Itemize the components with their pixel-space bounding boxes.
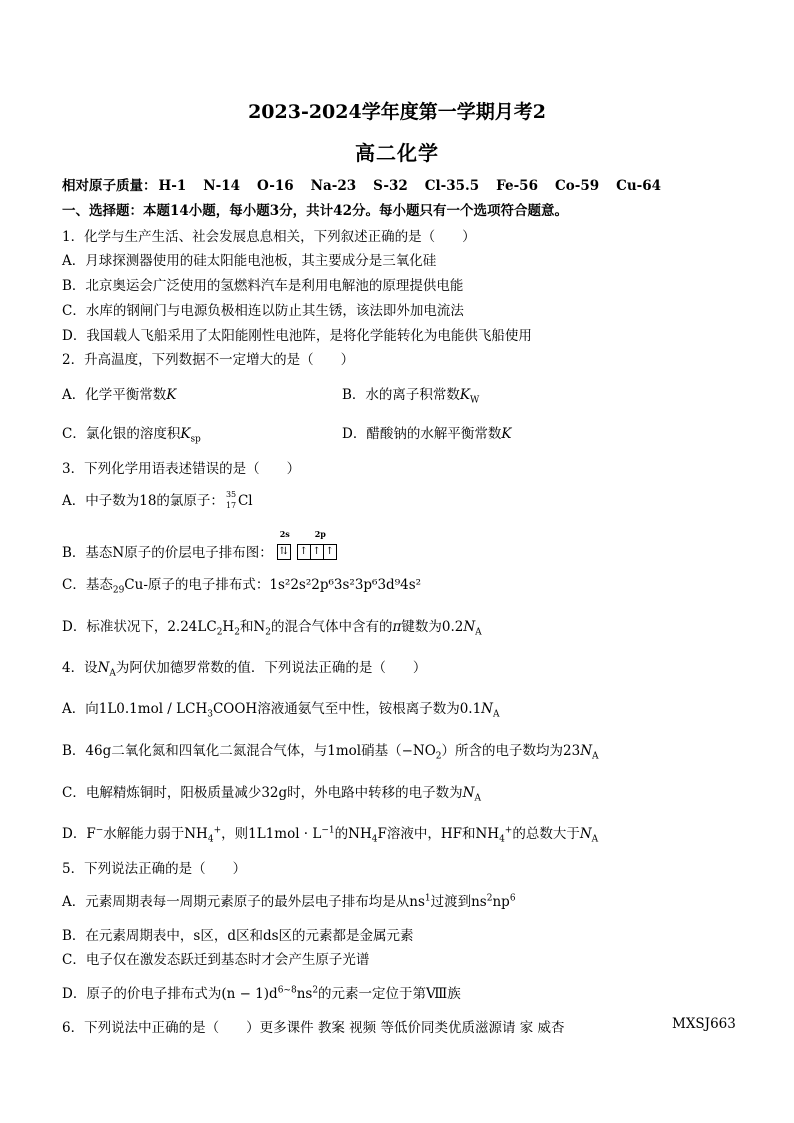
q5-d-sup: 6~8 bbox=[277, 985, 297, 996]
q2-option-a bbox=[62, 383, 176, 403]
orbital-box-2p: ↑ bbox=[311, 545, 324, 559]
nuclide-notation bbox=[224, 489, 238, 512]
q2-b-text: B．水的离子积常数 bbox=[342, 387, 460, 403]
avogadro-symbol: N bbox=[97, 660, 110, 676]
nuclide-mass: 35 bbox=[225, 489, 237, 499]
q5-stem: 5．下列说法正确的是（ ） bbox=[62, 861, 247, 877]
q3-d-text: 和N bbox=[239, 619, 266, 635]
q4-option-d bbox=[62, 822, 598, 845]
q5-a-sup: 6 bbox=[509, 893, 516, 904]
q2-b-symbol: K bbox=[459, 387, 471, 403]
orbital-diagram bbox=[277, 529, 337, 560]
q2-d-text: D．醋酸钠的水解平衡常数 bbox=[342, 426, 502, 442]
exam-title: 2023-2024学年度第一学期月考2 bbox=[248, 101, 546, 123]
q2-c-subscript: sp bbox=[190, 434, 201, 445]
q4-d-text: ，则1L1mol · L bbox=[221, 826, 322, 842]
q5-a-text: 过渡到ns bbox=[430, 894, 487, 910]
q5-a-sup: 1 bbox=[424, 893, 431, 904]
q3-stem: 3．下列化学用语表述错误的是（ ） bbox=[62, 461, 301, 477]
avogadro-sub: A bbox=[109, 668, 116, 679]
subject-title: 高二化学 bbox=[355, 141, 439, 165]
mass-item: Cl-35.5 bbox=[424, 178, 480, 194]
avogadro-symbol: N bbox=[463, 619, 476, 635]
q4-a-sub: 3 bbox=[207, 709, 213, 720]
q4-d-text: F溶液中，HF和NH bbox=[377, 826, 500, 842]
q3-d-text: D．标准状况下，2.24LC bbox=[62, 619, 217, 635]
q3-d-sub: 2 bbox=[234, 627, 240, 638]
q5-d-text: 的元素一定位于第Ⅷ族 bbox=[318, 986, 461, 1002]
watermark-code: MXSJ663 bbox=[672, 1016, 736, 1032]
orbital-box-2p: ↑ bbox=[298, 545, 311, 559]
q3-a-text: A．中子数为18的氯原子： bbox=[62, 493, 224, 509]
q3-d-sub: 2 bbox=[265, 627, 271, 638]
q1-option-c: C．水库的钢闸门与电源负极相连以防止其生锈，该法即外加电流法 bbox=[62, 303, 464, 319]
mass-item: N-14 bbox=[203, 178, 240, 194]
pi-symbol: π bbox=[392, 619, 402, 635]
avogadro-symbol: N bbox=[481, 701, 493, 717]
q5-d-sup: 2 bbox=[312, 985, 319, 996]
q4-d-text: 的总数大于 bbox=[512, 826, 580, 842]
q4-stem-text: 4．设 bbox=[62, 660, 98, 676]
q4-d-sup: −1 bbox=[321, 825, 335, 836]
nuclide-element: Cl bbox=[237, 493, 253, 509]
nuclide-z: 17 bbox=[225, 500, 237, 510]
q5-a-text: A．元素周期表每一周期元素原子的最外层电子排布均是从ns bbox=[62, 894, 425, 910]
mass-item: Fe-56 bbox=[496, 178, 538, 194]
avogadro-sub: A bbox=[592, 751, 599, 762]
q3-d-text: 的混合气体中含有的 bbox=[270, 619, 393, 635]
mass-item: Cu-64 bbox=[616, 178, 662, 194]
atomic-mass-line bbox=[62, 174, 678, 194]
q4-d-text: 水解能力弱于NH bbox=[103, 826, 208, 842]
q4-a-text: A．向1L0.1mol / LCH bbox=[62, 701, 208, 717]
q3-c-mid: -原子的电子排布式： bbox=[143, 577, 270, 593]
avogadro-sub: A bbox=[475, 627, 482, 638]
avogadro-symbol: N bbox=[580, 743, 593, 759]
mass-item: H-1 bbox=[158, 178, 187, 194]
q4-option-c bbox=[62, 781, 481, 804]
q3-d-text: 键数为0.2 bbox=[401, 619, 464, 635]
q5-option-d bbox=[62, 982, 461, 1002]
q3-option-a bbox=[62, 489, 253, 512]
q3-d-text: H bbox=[222, 619, 235, 635]
q3-option-b bbox=[62, 529, 337, 561]
avogadro-sub: A bbox=[591, 834, 599, 845]
q1-option-b: B．北京奥运会广泛使用的氢燃料汽车是利用电解池的原理提供电能 bbox=[62, 278, 464, 294]
q4-b-text: ）所含的电子数均为23 bbox=[441, 743, 581, 759]
q2-option-b bbox=[342, 383, 479, 406]
q2-option-c bbox=[62, 422, 201, 445]
orbital-box-2s: ⇅ bbox=[279, 546, 288, 557]
q5-option-c: C．电子仅在激发态跃迁到基态时才会产生原子光谱 bbox=[62, 952, 370, 968]
q5-a-text: np bbox=[492, 894, 510, 910]
q3-c-text: C．基态 bbox=[62, 577, 113, 593]
q6-stem: 6．下列说法中正确的是（ ）更多课件 教案 视频 等低价同类优质滋源请 家 威杏 bbox=[62, 1020, 565, 1036]
q4-stem-text: 为阿伏加德罗常数的值．下列说法正确的是（ ） bbox=[115, 660, 427, 676]
q4-b-sub: 2 bbox=[435, 751, 442, 762]
avogadro-sub: A bbox=[474, 793, 481, 804]
q4-d-sup: + bbox=[504, 825, 513, 836]
q1-option-a: A．月球探测器使用的硅太阳能电池板，其主要成分是三氧化硅 bbox=[62, 253, 437, 269]
q4-b-text: B．46g二氧化氮和四氧化二氮混合气体，与1mol硝基（−NO bbox=[62, 743, 436, 759]
avogadro-symbol: N bbox=[579, 826, 592, 842]
q2-stem: 2．升高温度，下列数据不一定增大的是（ ） bbox=[62, 352, 355, 368]
mass-item: O-16 bbox=[257, 178, 294, 194]
q5-option-a bbox=[62, 890, 516, 910]
q4-d-sup: + bbox=[213, 825, 222, 836]
q3-c-z: 29 bbox=[112, 585, 125, 596]
atomic-mass-label: 相对原子质量： bbox=[62, 178, 157, 194]
mass-item: Na-23 bbox=[310, 178, 357, 194]
q2-c-text: C．氯化银的溶度积 bbox=[62, 426, 181, 442]
q3-option-c bbox=[62, 573, 421, 596]
q4-c-text: C．电解精炼铜时，阳极质量减少32g时，外电路中转移的电子数为 bbox=[62, 785, 463, 801]
orbital-label-2s: 2s bbox=[279, 529, 290, 539]
orbital-label-2p: 2p bbox=[314, 529, 326, 539]
q4-d-sub: 4 bbox=[371, 834, 378, 845]
q4-d-text: D．F bbox=[62, 826, 96, 842]
q4-a-text: COOH溶液通氨气至中性，铵根离子数为0.1 bbox=[212, 701, 482, 717]
mass-item: Co-59 bbox=[554, 178, 600, 194]
q2-d-symbol: K bbox=[501, 426, 512, 442]
q3-c-config: 1s²2s²2p⁶3s²3p⁶3d⁹4s² bbox=[269, 577, 422, 593]
q5-a-sup: 2 bbox=[486, 893, 493, 904]
q3-c-element: Cu bbox=[124, 577, 144, 593]
q2-a-text: A．化学平衡常数 bbox=[62, 387, 167, 403]
q2-b-subscript: W bbox=[470, 395, 480, 406]
avogadro-sub: A bbox=[492, 709, 500, 720]
q3-b-text: B．基态N原子的价层电子排布图： bbox=[62, 545, 273, 561]
q5-d-text: ns bbox=[296, 986, 313, 1002]
q4-d-sub: 4 bbox=[207, 834, 214, 845]
q4-d-sub: 4 bbox=[499, 834, 505, 845]
q4-d-sup: − bbox=[95, 825, 104, 836]
q1-option-d: D．我国载人飞船采用了太阳能刚性电池阵，是将化学能转化为电能供飞船使用 bbox=[62, 328, 532, 344]
avogadro-symbol: N bbox=[462, 785, 475, 801]
q1-stem: 1．化学与生产生活、社会发展息息相关，下列叙述正确的是（ ） bbox=[62, 229, 476, 245]
q2-a-symbol: K bbox=[166, 387, 177, 403]
q3-d-sub: 2 bbox=[216, 627, 223, 638]
q2-option-d bbox=[342, 422, 511, 442]
q5-option-b: B．在元素周期表中，s区，d区和ds区的元素都是金属元素 bbox=[62, 928, 414, 944]
orbital-box-2p: ↑ bbox=[325, 546, 334, 557]
q4-option-b bbox=[62, 739, 599, 762]
q4-option-a bbox=[62, 697, 499, 720]
section-heading: 一、选择题：本题14小题，每小题3分，共计42分。每小题只有一个选项符合题意。 bbox=[62, 203, 568, 219]
q5-d-text: D．原子的价电子排布式为(n − 1)d bbox=[62, 986, 278, 1002]
mass-item: S-32 bbox=[373, 178, 408, 194]
q4-d-text: 的NH bbox=[334, 826, 372, 842]
q3-option-d bbox=[62, 615, 482, 638]
q2-c-symbol: K bbox=[180, 426, 191, 442]
q4-stem bbox=[62, 656, 426, 679]
